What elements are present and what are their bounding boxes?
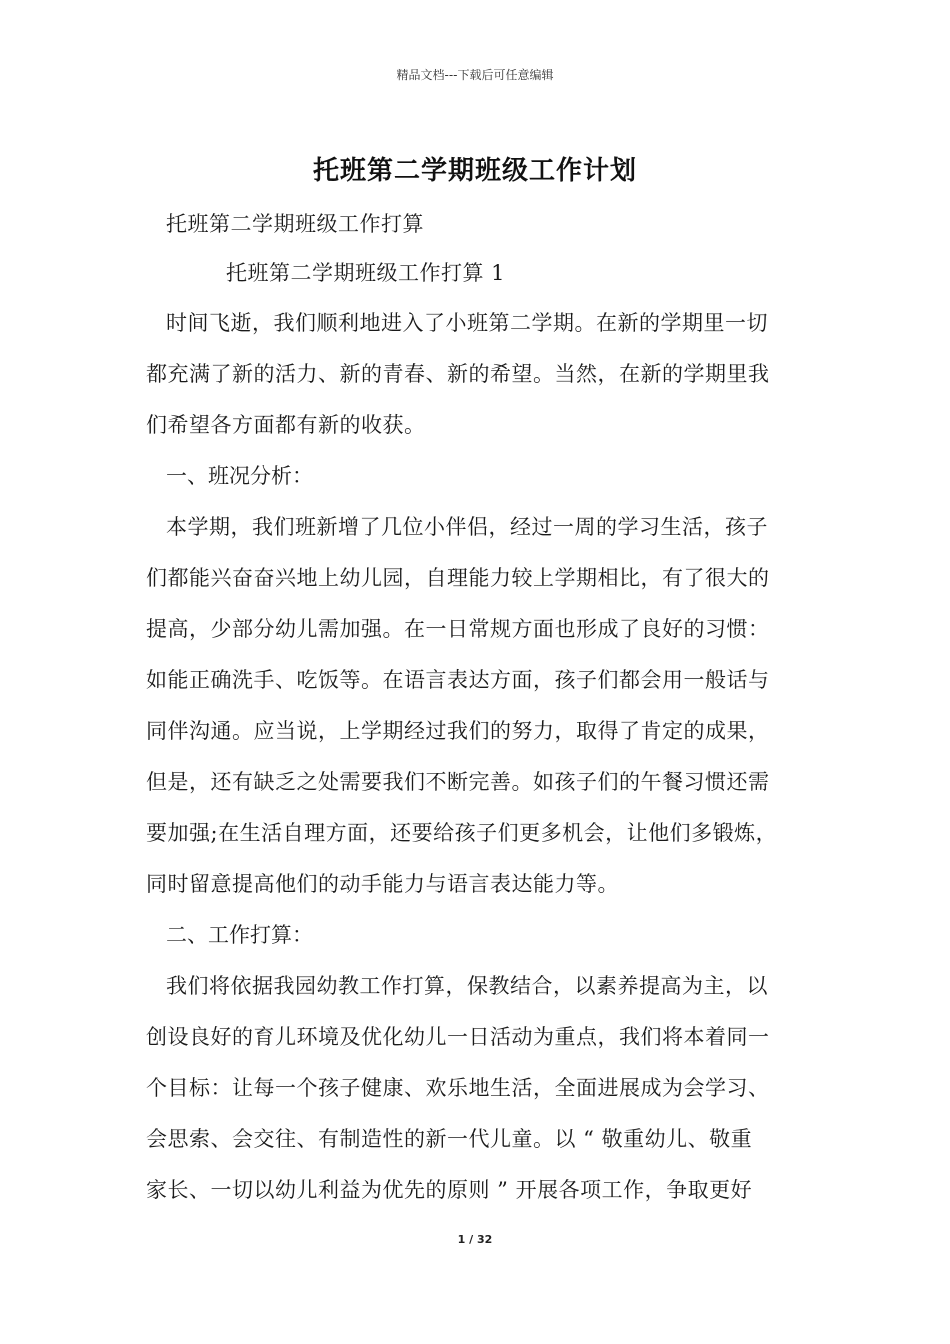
paragraph-line: 如能正确洗手、吃饭等。在语言表达方面，孩子们都会用一般话与	[146, 668, 770, 692]
paragraph-line: 提高，少部分幼儿需加强。在一日常规方面也形成了良好的习惯：	[146, 617, 770, 641]
paragraph-line: 同时留意提高他们的动手能力与语言表达能力等。	[146, 872, 619, 896]
document-body	[146, 200, 806, 1216]
page-indicator: 1 / 32	[457, 1233, 493, 1246]
paragraph-intro	[146, 298, 806, 451]
paragraph-line: 创设良好的育儿环境及优化幼儿一日活动为重点，我们将本着同一	[146, 1025, 770, 1049]
paragraph-line: 我们将依据我园幼教工作打算，保教结合，以素养提高为主，以	[166, 974, 768, 998]
paragraph-line: 但是，还有缺乏之处需要我们不断完善。如孩子们的午餐习惯还需	[146, 770, 770, 794]
paragraph-line: 都充满了新的活力、新的青春、新的希望。当然，在新的学期里我	[146, 362, 770, 386]
paragraph-line: 同伴沟通。应当说，上学期经过我们的努力，取得了肯定的成果，	[146, 719, 770, 743]
paragraph-line: 本学期，我们班新增了几位小伴侣，经过一周的学习生活，孩子	[166, 515, 768, 539]
paragraph-class-analysis	[146, 502, 806, 910]
header-note: 精品文档---下载后可任意编辑	[396, 68, 554, 82]
paragraph-line: 要加强;在生活自理方面，还要给孩子们更多机会，让他们多锻炼，	[146, 821, 778, 845]
document-subtitle-numbered: 托班第二学期班级工作打算 1	[226, 261, 506, 285]
document-title: 托班第二学期班级工作计划	[312, 156, 637, 186]
paragraph-line: 时间飞逝，我们顺利地进入了小班第二学期。在新的学期里一切	[166, 311, 768, 335]
paragraph-line: 个目标：让每一个孩子健康、欢乐地生活，全面进展成为会学习、	[146, 1076, 770, 1100]
paragraph-work-plan	[146, 961, 806, 1216]
document-subtitle: 托班第二学期班级工作打算	[166, 212, 424, 236]
paragraph-line: 家长、一切以幼儿利益为优先的原则 ” 开展各项工作，争取更好	[146, 1178, 753, 1202]
section-heading-class-analysis: 一、班况分析：	[166, 464, 313, 488]
paragraph-line: 们都能兴奋奋兴地上幼儿园，自理能力较上学期相比，有了很大的	[146, 566, 770, 590]
section-heading-work-plan: 二、工作打算：	[166, 923, 313, 947]
paragraph-line: 们希望各方面都有新的收获。	[146, 413, 426, 437]
paragraph-line: 会思索、会交往、有制造性的新一代儿童。以 “ 敬重幼儿、敬重	[146, 1127, 753, 1151]
